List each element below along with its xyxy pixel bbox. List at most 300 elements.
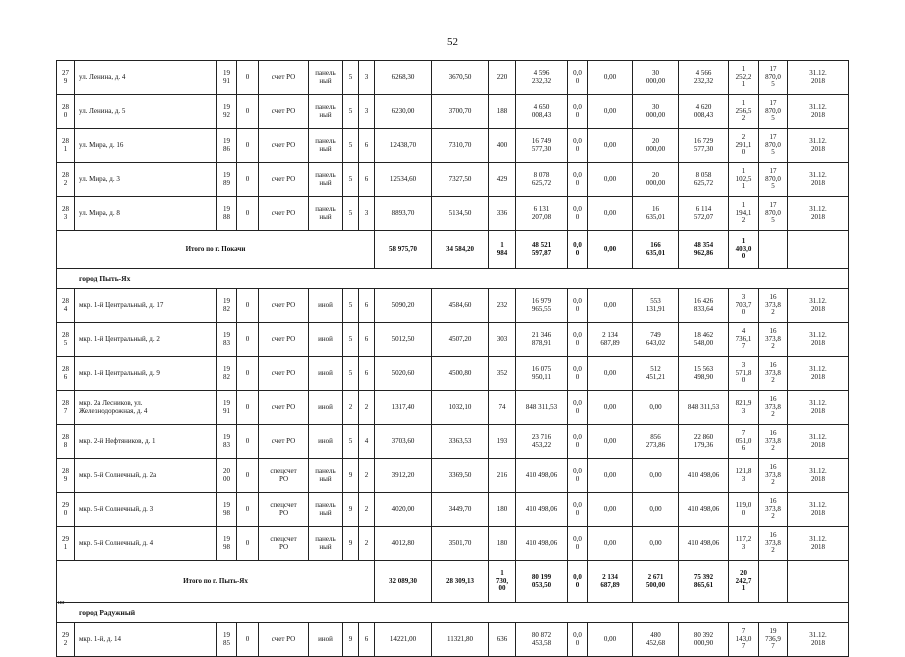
table-cell: панель ный <box>309 129 343 163</box>
table-cell: 5 <box>343 95 359 129</box>
table-cell: 8 058 625,72 <box>679 163 729 197</box>
table-cell: 636 <box>489 623 516 657</box>
table-cell: 4012,80 <box>375 527 432 561</box>
total-cell: 166 635,01 <box>633 231 679 269</box>
address-cell: ул. Ленина, д. 4 <box>75 61 217 95</box>
table-cell: 119,0 0 <box>729 493 759 527</box>
table-cell: 6230,00 <box>375 95 432 129</box>
table-row <box>57 391 849 425</box>
table-cell: 80 392 000,90 <box>679 623 729 657</box>
table-cell: 0 <box>237 527 259 561</box>
table-row <box>57 95 849 129</box>
table-row <box>57 357 849 391</box>
table-cell: 9 <box>343 459 359 493</box>
address-cell: мкр. 1-й, д. 14 <box>75 623 217 657</box>
table-cell: 2 <box>359 459 375 493</box>
table-cell: 188 <box>489 95 516 129</box>
table-cell: 0,0 0 <box>568 459 588 493</box>
table-cell: 749 643,02 <box>633 323 679 357</box>
table-cell: 6268,30 <box>375 61 432 95</box>
table-cell: 31.12. 2018 <box>788 623 849 657</box>
table-cell: 0,00 <box>588 163 633 197</box>
table-cell: 19 91 <box>217 391 237 425</box>
table-cell: 5 <box>343 129 359 163</box>
table-cell: 0,0 0 <box>568 163 588 197</box>
table-cell: 410 498,06 <box>679 493 729 527</box>
table-cell: спецсчет РО <box>259 527 309 561</box>
table-cell: 0,0 0 <box>568 527 588 561</box>
table-cell: 9 <box>343 493 359 527</box>
table-cell: 0,0 0 <box>568 391 588 425</box>
total-cell: 75 392 865,61 <box>679 561 729 603</box>
table-cell: 0,0 0 <box>568 357 588 391</box>
table-cell: 28 9 <box>57 459 75 493</box>
table-cell: 16 373,8 2 <box>759 527 788 561</box>
address-cell: мкр. 5-й Солнечный, д. 4 <box>75 527 217 561</box>
table-cell: 480 452,68 <box>633 623 679 657</box>
table-cell: 216 <box>489 459 516 493</box>
table-cell: 3703,60 <box>375 425 432 459</box>
table-cell: 21 346 878,91 <box>516 323 568 357</box>
table-cell: 6 <box>359 357 375 391</box>
total-cell: 1 984 <box>489 231 516 269</box>
total-cell <box>759 561 788 603</box>
table-cell: 19 92 <box>217 95 237 129</box>
address-cell: ул. Мира, д. 8 <box>75 197 217 231</box>
table-cell: 6 <box>359 129 375 163</box>
table-cell: 16 373,8 2 <box>759 357 788 391</box>
total-cell: 48 354 962,86 <box>679 231 729 269</box>
table-cell: 7 143,0 7 <box>729 623 759 657</box>
table-cell: 2 134 687,89 <box>588 323 633 357</box>
table-cell: 3912,20 <box>375 459 432 493</box>
table-cell: 0,00 <box>633 527 679 561</box>
table-cell: счет РО <box>259 129 309 163</box>
table-cell: 410 498,06 <box>516 459 568 493</box>
table-cell: 30 000,00 <box>633 61 679 95</box>
table-cell: 20 000,00 <box>633 129 679 163</box>
table-cell: 2 <box>343 391 359 425</box>
table-cell: 17 870,0 5 <box>759 95 788 129</box>
table-cell: 4 620 008,43 <box>679 95 729 129</box>
table-cell: 14221,00 <box>375 623 432 657</box>
table-cell: 31.12. 2018 <box>788 493 849 527</box>
table-cell: 28 0 <box>57 95 75 129</box>
total-cell: 2 671 500,00 <box>633 561 679 603</box>
total-cell: 58 975,70 <box>375 231 432 269</box>
address-cell: ул. Мира, д. 16 <box>75 129 217 163</box>
table-cell: счет РО <box>259 289 309 323</box>
table-cell: счет РО <box>259 197 309 231</box>
table-cell: 31.12. 2018 <box>788 323 849 357</box>
table-cell: 28 6 <box>57 357 75 391</box>
table-cell: 17 870,0 5 <box>759 129 788 163</box>
table-cell: 16 373,8 2 <box>759 493 788 527</box>
table-cell: 19 83 <box>217 425 237 459</box>
table-cell: 1317,40 <box>375 391 432 425</box>
table-cell: счет РО <box>259 61 309 95</box>
table-cell: 20 000,00 <box>633 163 679 197</box>
address-cell: ул. Мира, д. 3 <box>75 163 217 197</box>
table-cell: 4 566 232,32 <box>679 61 729 95</box>
table-cell: 28 3 <box>57 197 75 231</box>
table-cell: 0,0 0 <box>568 493 588 527</box>
table-cell: 31.12. 2018 <box>788 197 849 231</box>
table-cell: 352 <box>489 357 516 391</box>
table-cell: 9 <box>343 527 359 561</box>
table-cell: 0,00 <box>588 391 633 425</box>
table-cell: 7 051,0 6 <box>729 425 759 459</box>
table-row <box>57 459 849 493</box>
table-cell: 3363,53 <box>432 425 489 459</box>
total-cell: 0,00 <box>588 231 633 269</box>
table-cell: 19 98 <box>217 527 237 561</box>
table-cell: 29 1 <box>57 527 75 561</box>
table-cell: 0,0 0 <box>568 95 588 129</box>
table-cell: 15 563 498,90 <box>679 357 729 391</box>
table-cell: 512 451,21 <box>633 357 679 391</box>
table-cell: счет РО <box>259 623 309 657</box>
table-cell: 0,00 <box>588 95 633 129</box>
table-cell: 6 <box>359 289 375 323</box>
table-cell: 7327,50 <box>432 163 489 197</box>
table-cell: 31.12. 2018 <box>788 129 849 163</box>
table-cell: счет РО <box>259 425 309 459</box>
table-cell: 0,0 0 <box>568 623 588 657</box>
table-cell: иной <box>309 323 343 357</box>
table-cell: 117,2 3 <box>729 527 759 561</box>
table-cell: 28 2 <box>57 163 75 197</box>
table-cell: 1 194,1 2 <box>729 197 759 231</box>
total-cell: 0,0 0 <box>568 561 588 603</box>
table-cell: 2 <box>359 391 375 425</box>
table-cell: 6 <box>359 163 375 197</box>
table-cell: 410 498,06 <box>679 527 729 561</box>
table-cell: счет РО <box>259 357 309 391</box>
table-cell: 0,0 0 <box>568 323 588 357</box>
table-cell: 80 872 453,58 <box>516 623 568 657</box>
table-cell: 16 075 950,11 <box>516 357 568 391</box>
page-number: 52 <box>447 36 458 48</box>
table-cell: 5 <box>343 425 359 459</box>
table-cell: 31.12. 2018 <box>788 289 849 323</box>
table-cell: 19 86 <box>217 129 237 163</box>
table-cell: 28 5 <box>57 323 75 357</box>
table-cell: 31.12. 2018 <box>788 61 849 95</box>
table-cell: 0 <box>237 493 259 527</box>
table-cell: 23 716 453,22 <box>516 425 568 459</box>
table-cell: 29 2 <box>57 623 75 657</box>
table-cell: 121,8 3 <box>729 459 759 493</box>
address-cell: мкр. 1-й Центральный, д. 9 <box>75 357 217 391</box>
city-name: город Радужный <box>57 603 849 623</box>
table-row <box>57 61 849 95</box>
table-cell: 16 373,8 2 <box>759 425 788 459</box>
table-cell: 2 291,1 0 <box>729 129 759 163</box>
table-cell: 0,00 <box>633 459 679 493</box>
table-cell: 0 <box>237 129 259 163</box>
table-cell: 16 373,8 2 <box>759 323 788 357</box>
table-row <box>57 129 849 163</box>
table-cell: 0,0 0 <box>568 425 588 459</box>
table-cell: 0 <box>237 391 259 425</box>
address-cell: мкр. 5-й Солнечный, д. 3 <box>75 493 217 527</box>
table-cell: 3501,70 <box>432 527 489 561</box>
table-cell: 30 000,00 <box>633 95 679 129</box>
table-cell: 16 979 965,55 <box>516 289 568 323</box>
table-cell: 180 <box>489 493 516 527</box>
table-cell: 4 736,1 7 <box>729 323 759 357</box>
table-cell: 3369,50 <box>432 459 489 493</box>
table-cell: 232 <box>489 289 516 323</box>
table-cell: 17 870,0 5 <box>759 163 788 197</box>
table-cell: 0,00 <box>588 289 633 323</box>
table-cell: 4584,60 <box>432 289 489 323</box>
table-cell: 4 <box>359 425 375 459</box>
total-cell: 28 309,13 <box>432 561 489 603</box>
table-row <box>57 197 849 231</box>
table-cell: 6 131 207,08 <box>516 197 568 231</box>
table-cell: 17 870,0 5 <box>759 197 788 231</box>
total-cell <box>788 561 849 603</box>
total-cell: 2 134 687,89 <box>588 561 633 603</box>
table-cell: 0,00 <box>588 493 633 527</box>
table-cell: счет РО <box>259 323 309 357</box>
total-cell: 1 730, 00 <box>489 561 516 603</box>
table-cell: 74 <box>489 391 516 425</box>
table-cell: 0,0 0 <box>568 289 588 323</box>
table-cell: панель ный <box>309 527 343 561</box>
table-cell: 303 <box>489 323 516 357</box>
table-row <box>57 493 849 527</box>
table-cell: 18 462 548,00 <box>679 323 729 357</box>
table-cell: иной <box>309 357 343 391</box>
table-cell: 5 <box>343 163 359 197</box>
total-cell: 80 199 053,50 <box>516 561 568 603</box>
table-cell: 410 498,06 <box>516 527 568 561</box>
table-cell: 3670,50 <box>432 61 489 95</box>
table-cell: 1 102,5 1 <box>729 163 759 197</box>
table-cell: 19 85 <box>217 623 237 657</box>
table-cell: 0 <box>237 623 259 657</box>
table-cell: счет РО <box>259 391 309 425</box>
table-cell: 0,00 <box>633 493 679 527</box>
table-cell: 0,0 0 <box>568 197 588 231</box>
table-cell: иной <box>309 289 343 323</box>
total-cell <box>788 231 849 269</box>
table-cell: 848 311,53 <box>679 391 729 425</box>
city-name: город Пыть-Ях <box>57 269 849 289</box>
table-cell: спецсчет РО <box>259 459 309 493</box>
table-cell: 0,00 <box>588 197 633 231</box>
table-cell: 0,0 0 <box>568 129 588 163</box>
table-cell: 28 4 <box>57 289 75 323</box>
table-cell: 1 252,2 1 <box>729 61 759 95</box>
table-row <box>57 163 849 197</box>
table-cell: панель ный <box>309 163 343 197</box>
table-cell: 8893,70 <box>375 197 432 231</box>
table-cell: 5 <box>343 357 359 391</box>
address-cell: мкр. 1-й Центральный, д. 2 <box>75 323 217 357</box>
address-cell: ул. Ленина, д. 5 <box>75 95 217 129</box>
table-cell: 3700,70 <box>432 95 489 129</box>
table-cell: 336 <box>489 197 516 231</box>
table-cell: 31.12. 2018 <box>788 95 849 129</box>
table-cell: 16 729 577,30 <box>679 129 729 163</box>
table-cell: 5020,60 <box>375 357 432 391</box>
table-cell: 9 <box>343 623 359 657</box>
table-cell: 28 1 <box>57 129 75 163</box>
table-cell: 0,00 <box>588 357 633 391</box>
table-cell: 11321,80 <box>432 623 489 657</box>
table-cell: 6 <box>359 623 375 657</box>
address-cell: мкр. 2а Лесников, ул. Железнодорожная, д. 4 <box>75 391 217 425</box>
table-cell: 3 571,8 0 <box>729 357 759 391</box>
table-cell: 22 860 179,36 <box>679 425 729 459</box>
city-header-row <box>57 603 849 623</box>
table-body <box>57 61 849 657</box>
table-cell: счет РО <box>259 163 309 197</box>
table-cell: 19 98 <box>217 493 237 527</box>
table-cell: 5012,50 <box>375 323 432 357</box>
total-label: Итого по г. Пыть-Ях <box>57 561 375 603</box>
table-cell: 0,00 <box>588 623 633 657</box>
table-cell: 16 373,8 2 <box>759 459 788 493</box>
table-cell: 5134,50 <box>432 197 489 231</box>
table-cell: 0,00 <box>588 129 633 163</box>
table-cell: 821,9 3 <box>729 391 759 425</box>
table-cell: панель ный <box>309 61 343 95</box>
table-cell: панель ный <box>309 197 343 231</box>
table-cell: 2 <box>359 527 375 561</box>
table-cell: 6 <box>359 323 375 357</box>
total-cell: 20 242,7 1 <box>729 561 759 603</box>
table-cell: иной <box>309 425 343 459</box>
table-cell: 400 <box>489 129 516 163</box>
table-cell: 410 498,06 <box>516 493 568 527</box>
table-cell: 8 078 625,72 <box>516 163 568 197</box>
table-cell: 28 7 <box>57 391 75 425</box>
table-cell: 31.12. 2018 <box>788 459 849 493</box>
table-cell: 19 89 <box>217 163 237 197</box>
total-row <box>57 231 849 269</box>
table-cell: 19 83 <box>217 323 237 357</box>
table-cell: 0,00 <box>588 459 633 493</box>
table-cell: 31.12. 2018 <box>788 163 849 197</box>
table-cell: 16 749 577,30 <box>516 129 568 163</box>
table-cell: 1 256,5 2 <box>729 95 759 129</box>
table-row <box>57 323 849 357</box>
table-cell: 17 870,0 5 <box>759 61 788 95</box>
table-cell: панель ный <box>309 493 343 527</box>
table-cell: 16 635,01 <box>633 197 679 231</box>
table-cell: 27 9 <box>57 61 75 95</box>
table-row <box>57 425 849 459</box>
address-cell: мкр. 1-й Центральный, д. 17 <box>75 289 217 323</box>
table-cell: 16 373,8 2 <box>759 289 788 323</box>
table-cell: 0 <box>237 289 259 323</box>
table-cell: 0,0 0 <box>568 61 588 95</box>
housing-register-table <box>56 60 849 657</box>
table-cell: 0 <box>237 459 259 493</box>
table-cell: 31.12. 2018 <box>788 527 849 561</box>
table-cell: 0 <box>237 425 259 459</box>
table-row <box>57 289 849 323</box>
table-cell: 1032,10 <box>432 391 489 425</box>
total-cell: 1 403,0 0 <box>729 231 759 269</box>
table-cell: 4 650 008,43 <box>516 95 568 129</box>
table-cell: 5 <box>343 61 359 95</box>
footer-mark: ии <box>58 600 65 606</box>
table-cell: 4507,20 <box>432 323 489 357</box>
address-cell: мкр. 2-й Нефтяников, д. 1 <box>75 425 217 459</box>
table-cell: 0 <box>237 163 259 197</box>
table-cell: 3 703,7 0 <box>729 289 759 323</box>
table-cell: 553 131,91 <box>633 289 679 323</box>
table-cell: 16 373,8 2 <box>759 391 788 425</box>
table-cell: спецсчет РО <box>259 493 309 527</box>
table-cell: иной <box>309 391 343 425</box>
table-cell: 220 <box>489 61 516 95</box>
total-label: Итого по г. Покачи <box>57 231 375 269</box>
table-cell: панель ный <box>309 95 343 129</box>
table-cell: 19 91 <box>217 61 237 95</box>
table-cell: 6 114 572,07 <box>679 197 729 231</box>
table-cell: 410 498,06 <box>679 459 729 493</box>
table-cell: панель ный <box>309 459 343 493</box>
table-cell: 180 <box>489 527 516 561</box>
table-cell: 4500,80 <box>432 357 489 391</box>
table-cell: 0,00 <box>588 425 633 459</box>
table-cell: 0,00 <box>633 391 679 425</box>
table-cell: 0 <box>237 197 259 231</box>
table-cell: 3 <box>359 61 375 95</box>
table-cell: 0,00 <box>588 527 633 561</box>
table-cell: 856 273,86 <box>633 425 679 459</box>
table-cell: 7310,70 <box>432 129 489 163</box>
table-cell: 3 <box>359 95 375 129</box>
table-cell: счет РО <box>259 95 309 129</box>
table-cell: иной <box>309 623 343 657</box>
table-cell: 0 <box>237 95 259 129</box>
table-cell: 193 <box>489 425 516 459</box>
table-cell: 2 <box>359 493 375 527</box>
table-cell: 5 <box>343 323 359 357</box>
table-cell: 19 82 <box>217 357 237 391</box>
table-cell: 3449,70 <box>432 493 489 527</box>
total-cell: 32 089,30 <box>375 561 432 603</box>
table-cell: 5 <box>343 289 359 323</box>
table-cell: 12534,60 <box>375 163 432 197</box>
table-cell: 31.12. 2018 <box>788 391 849 425</box>
total-cell: 0,0 0 <box>568 231 588 269</box>
table-cell: 19 82 <box>217 289 237 323</box>
table-cell: 848 311,53 <box>516 391 568 425</box>
table-cell: 4020,00 <box>375 493 432 527</box>
table-cell: 3 <box>359 197 375 231</box>
table-cell: 16 426 833,64 <box>679 289 729 323</box>
table-cell: 20 00 <box>217 459 237 493</box>
table-cell: 28 8 <box>57 425 75 459</box>
address-cell: мкр. 5-й Солнечный, д. 2а <box>75 459 217 493</box>
table-cell: 0 <box>237 323 259 357</box>
total-cell: 34 584,20 <box>432 231 489 269</box>
total-row <box>57 561 849 603</box>
table-row <box>57 527 849 561</box>
table-cell: 19 88 <box>217 197 237 231</box>
table-cell: 4 596 232,32 <box>516 61 568 95</box>
table-cell: 5090,20 <box>375 289 432 323</box>
